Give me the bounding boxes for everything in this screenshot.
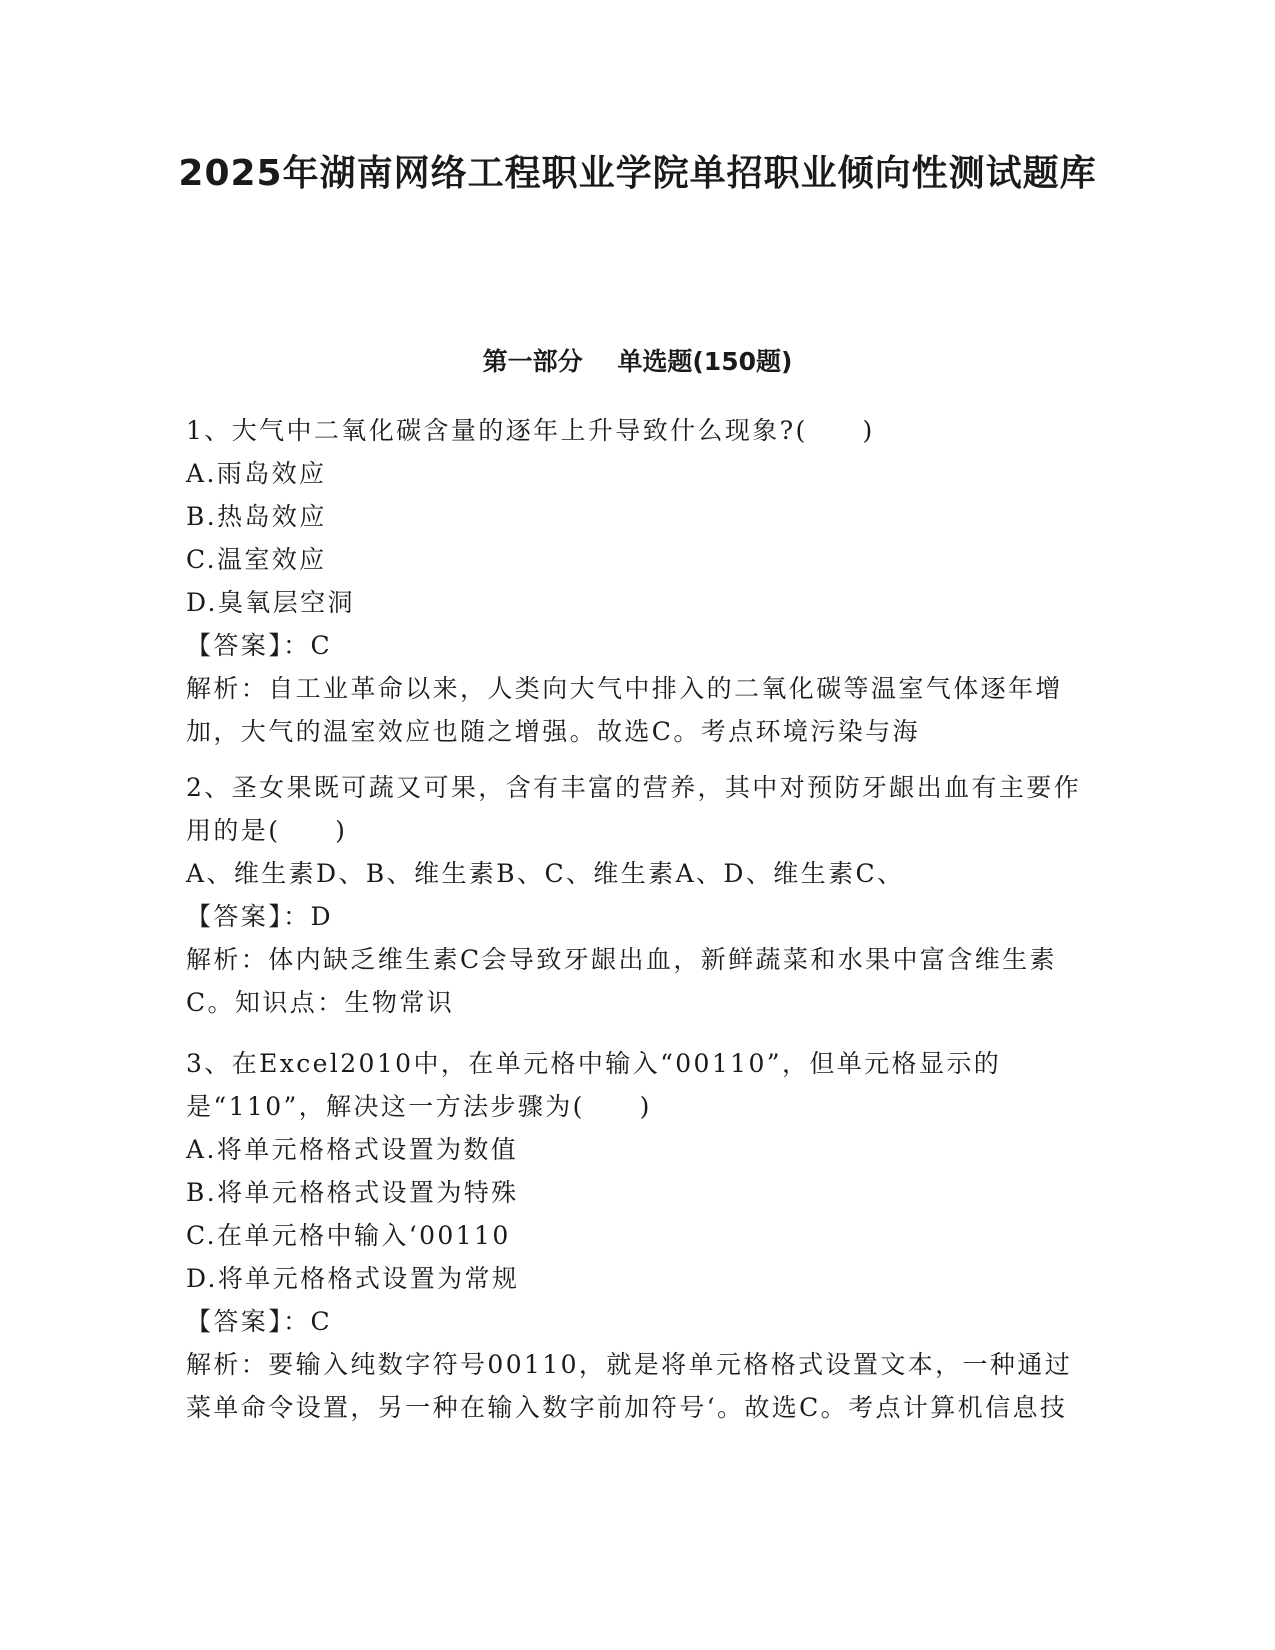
question-3: [186, 1042, 1086, 1429]
option-a: A.将单元格格式设置为数值: [186, 1135, 519, 1164]
option-c: C.在单元格中输入‘00110: [186, 1221, 511, 1250]
answer-line: 【答案】：D: [186, 902, 333, 931]
question-list: [186, 409, 1086, 1429]
options-inline: A、维生素D、B、维生素B、C、维生素A、D、维生素C、: [186, 859, 905, 888]
question-2: [186, 766, 1086, 1024]
analysis-text: 解析：要输入纯数字符号00110，就是将单元格格式设置文本，一种通过菜单命令设置，另一种在输入数字前加符号‘。故选C。考点计算机信息技: [186, 1350, 1073, 1422]
question-stem: 1、大气中二氧化碳含量的逐年上升导致什么现象?( ): [186, 416, 875, 445]
answer-line: 【答案】：C: [186, 1307, 333, 1336]
question-stem: 3、在Excel2010中，在单元格中输入“00110”，但单元格显示的是“110”，解决这一方法步骤为( ): [186, 1049, 1002, 1121]
option-b: B.将单元格格式设置为特殊: [186, 1178, 519, 1207]
question-stem: 2、圣女果既可蔬又可果，含有丰富的营养，其中对预防牙龈出血有主要作用的是( ): [186, 773, 1082, 845]
question-1: [186, 409, 1086, 753]
document-title: 2025年湖南网络工程职业学院单招职业倾向性测试题库: [178, 153, 1097, 194]
option-d: D.臭氧层空洞: [186, 588, 355, 617]
option-d: D.将单元格格式设置为常规: [186, 1264, 520, 1293]
option-b: B.热岛效应: [186, 502, 327, 531]
option-c: C.温室效应: [186, 545, 327, 574]
option-a: A.雨岛效应: [186, 459, 327, 488]
answer-line: 【答案】：C: [186, 631, 333, 660]
analysis-text: 解析：体内缺乏维生素C会导致牙龈出血，新鲜蔬菜和水果中富含维生素C。知识点：生物常识: [186, 945, 1057, 1017]
analysis-text: 解析：自工业革命以来，人类向大气中排入的二氧化碳等温室气体逐年增加，大气的温室效应也随之增强。故选C。考点环境污染与海: [186, 674, 1063, 746]
section-heading: 第一部分 单选题(150题): [482, 347, 793, 376]
